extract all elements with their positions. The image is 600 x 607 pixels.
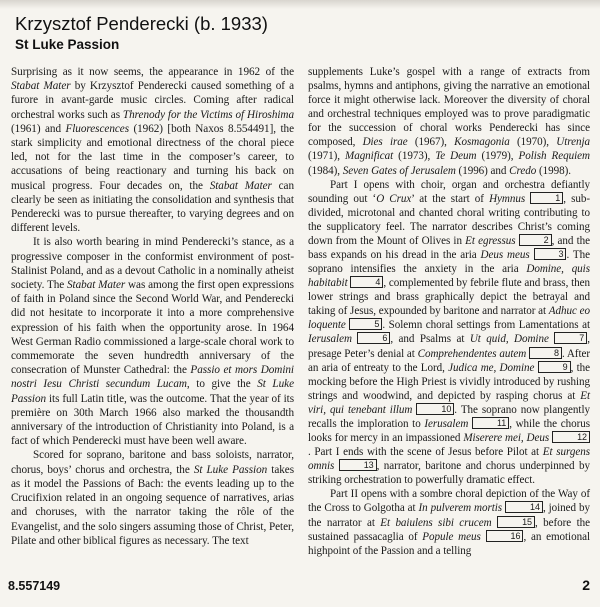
page-number: 2 <box>582 577 590 593</box>
body-text: , joined by the narrator at <box>308 502 590 529</box>
body-text: , while the chorus looks for mercy in an impassioned <box>308 417 590 445</box>
italic-title: Passio et mors Domini nostri Iesu Christi secundum Lucam <box>11 364 294 391</box>
body-text: . The soprano now plangently recalls the imploration to <box>308 403 590 430</box>
italic-title: Stabat Mater <box>67 279 126 292</box>
body-text: (1970), <box>509 136 557 149</box>
track-number-badge: 7 <box>554 332 587 344</box>
body-text: , the mocking before the High Priest is vividly introduced by rushing strings and woodwind, and depicted by rasping chorus at <box>308 361 590 402</box>
body-text: Surprising as it now seems, the appearance in 1962 of the <box>11 66 294 78</box>
body-text: . After an aria of entreaty to the Lord, <box>308 347 590 374</box>
composer-heading: Krzysztof Penderecki (b. 1933) <box>15 13 268 34</box>
italic-title: Te Deum <box>435 150 477 163</box>
body-text: was among the first open expressions of faith in Poland since the Second World War, and Penderecki did not hesitate to incorporate it into a more comprehensive expression of his faith when the opportunity arose. In 1964 West German Radio commissioned a large-scale choral work to commemorate the seven hundredth anniversary of the consecration of Munster Cathedral: the <box>11 279 294 377</box>
body-text: (1998). <box>536 164 571 177</box>
body-text: (1961) and <box>11 122 66 135</box>
body-text: can clearly be seen as initiating the consolidation and synthesis that Penderecki was to pursue thereafter, to varying degrees and on different levels. <box>11 179 294 235</box>
italic-title: Dies irae <box>362 136 408 149</box>
paragraph <box>11 448 294 547</box>
track-number-badge: 4 <box>350 276 383 288</box>
body-text: It is also worth bearing in mind Penderecki’s stance, as a progressive composer in the conformist environment of post-Stalinist Poland, and as a devout Catholic in a nominally atheist society. The <box>11 236 294 292</box>
italic-title: Fluorescences <box>65 122 129 135</box>
italic-title: Deus meus <box>480 249 530 262</box>
catalog-number: 8.557149 <box>8 579 61 593</box>
track-number-badge: 8 <box>529 347 562 359</box>
body-text: (1971), <box>308 150 345 163</box>
italic-title: Popule meus <box>422 530 481 543</box>
track-number-badge: 9 <box>538 361 571 373</box>
italic-title: Kosmagonia <box>454 136 510 149</box>
italic-title: O Crux <box>376 192 412 205</box>
body-text: ’ at the start of <box>411 192 490 205</box>
body-text: , and the bass expands on his dread in the aria <box>308 234 590 262</box>
track-number-badge: 15 <box>497 516 535 528</box>
body-text: (1967), <box>407 136 455 149</box>
track-number-badge: 11 <box>472 417 509 429</box>
italic-title: Stabat Mater <box>209 179 272 192</box>
track-number-badge: 10 <box>416 403 454 415</box>
italic-title: In pulverem mortis <box>418 502 503 515</box>
top-border <box>0 0 600 9</box>
body-text: , sub-divided, microtonal and chanted choral writing contributing to the supplicatory feel. The narrator describes Christ’s coming down from the Mount of Olives in <box>308 192 590 247</box>
italic-title: Adhuc eo loquente <box>308 305 590 332</box>
italic-title: Credo <box>509 164 537 177</box>
italic-title: Et surgens omnis <box>308 446 590 473</box>
text-column-left <box>11 65 294 548</box>
track-number-badge: 6 <box>357 332 390 344</box>
paragraph <box>11 235 294 448</box>
track-number-badge: 1 <box>530 192 563 204</box>
body-text: , and Psalms at <box>390 333 470 346</box>
body-text: Scored for soprano, baritone and bass soloists, narrator, chorus, boys’ chorus and orchestra, the <box>11 449 294 476</box>
body-text: its full Latin title, was the outcome. That the year of its première on 30th March 1966 also marked the thousandth anniversary of the introduction of Christianity into Poland, is a fact of which Penderecki must have been well aware. <box>11 392 294 448</box>
italic-title: Comprehendentes autem <box>417 347 527 360</box>
body-text: takes as it model the Passions of Bach: the events leading up to the Crucifixion related in an ongoing sequence of narratives, arias and choruses, with the narrator taking the rôle of the Evangelist, and the solo singers assuming those of Christ, Peter, Pilate and other biblical figures as necessary. The text <box>11 463 294 547</box>
italic-title: Seven Gates of Jerusalem <box>342 164 456 177</box>
track-number-badge: 3 <box>534 248 567 260</box>
italic-title: St Luke Passion <box>193 463 268 476</box>
body-text: Part II opens with a sombre choral depiction of the Way of the Cross to Golgotha at <box>308 488 590 515</box>
track-number-badge: 2 <box>519 234 552 246</box>
track-number-badge: 13 <box>339 459 377 471</box>
body-text: , narrator, baritone and chorus underpinned by striking orchestration to powerfully dramatic effect. <box>308 460 590 487</box>
italic-title: Ierusalem <box>424 417 469 430</box>
body-text: , complemented by febrile flute and brass, then lower strings and brass graphically depict the betrayal and taking of Jesus, expounded by baritone and narrator at <box>308 277 590 318</box>
text-column-right <box>308 65 590 558</box>
body-text: (1979), <box>476 150 519 163</box>
paragraph <box>308 65 590 178</box>
paragraph <box>11 65 294 235</box>
italic-title: Domine, quis habitabit <box>308 263 590 290</box>
work-title: St Luke Passion <box>15 37 120 52</box>
body-text: , an emotional highpoint of the Passion and a telling <box>308 530 590 557</box>
body-text: , to give the <box>186 378 258 391</box>
italic-title: Utrenja <box>556 136 590 149</box>
italic-title: Et viri, qui tenebant illum <box>308 389 590 416</box>
italic-title: Stabat Mater <box>11 80 71 93</box>
body-text: . Solemn choral settings from Lamentations at <box>382 319 590 332</box>
body-text: . Part I ends with the scene of Jesus before Pilot at <box>308 446 543 459</box>
body-text: (1996) and <box>455 164 510 177</box>
italic-title: Polish Requiem <box>518 150 590 163</box>
paragraph <box>308 487 590 557</box>
body-text: supplements Luke’s gospel with a range of extracts from psalms, hymns and antiphons, giving the narrative an emotional force it might otherwise lack. Moreover the diversity of choral and orchestral techniques employed was to prove paradigmatic for the succession of choral works Penderecki has since composed, <box>308 66 590 149</box>
track-number-badge: 14 <box>505 501 543 513</box>
track-number-badge: 16 <box>486 530 524 542</box>
body-text: Part I opens with choir, organ and orchestra defiantly sounding out ‘ <box>308 178 590 205</box>
italic-title: Threnody for the Victims of Hiroshima <box>122 108 294 121</box>
italic-title: Miserere mei, Deus <box>463 432 550 445</box>
italic-title: Hymnus <box>489 192 526 205</box>
body-text: . The soprano intensifies the anxiety in the aria <box>308 249 590 276</box>
italic-title: Ut quid, Domine <box>469 333 549 346</box>
italic-title: Et egressus <box>465 234 516 247</box>
body-text: , presage Peter’s denial at <box>308 333 590 360</box>
body-text: (1984), <box>308 164 343 177</box>
body-text: , before the sustained passacaglia of <box>308 516 590 543</box>
body-text: by Krzysztof Penderecki caused something of a furore in avant-garde music circles. Coming after radical orchestral works such as <box>11 80 294 121</box>
paragraph <box>308 178 590 488</box>
italic-title: Judica me, Domine <box>448 361 535 374</box>
italic-title: Magnificat <box>345 150 394 163</box>
italic-title: Ierusalem <box>308 333 352 346</box>
body-text: (1962) [both Naxos 8.554491], the stark simplicity and emotional directness of the choral piece led, not for the last time in the composer’s career, to accusations of being reactionary and turning his back on musical progress. Four decades on, the <box>11 122 294 192</box>
italic-title: St Luke Passion <box>11 378 294 405</box>
track-number-badge: 12 <box>552 431 590 443</box>
track-number-badge: 5 <box>349 318 382 330</box>
italic-title: Et baiulens sibi crucem <box>380 516 492 529</box>
body-text: (1973), <box>393 150 436 163</box>
